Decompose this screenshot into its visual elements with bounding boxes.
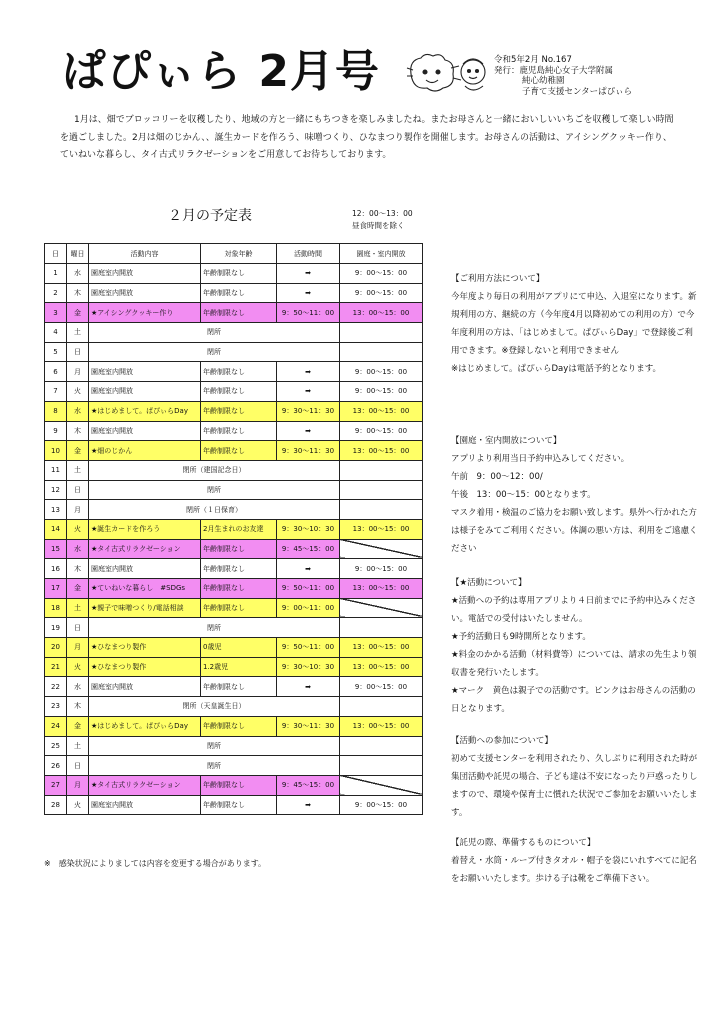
open-hours-cell	[340, 480, 423, 500]
open-hours-cell: 9：00～15：00	[340, 264, 423, 284]
open-hours-cell: 9：00～15：00	[340, 362, 423, 382]
open-hours-cell: 9：00～15：00	[340, 559, 423, 579]
header-target-age: 対象年齢	[201, 244, 277, 264]
day-cell: 20	[45, 638, 67, 658]
schedule-table	[44, 243, 423, 815]
schedule-row	[45, 421, 423, 441]
open-hours-cell: 9：00～15：00	[340, 382, 423, 402]
schedule-row	[45, 657, 423, 677]
weekday-cell: 日	[67, 756, 89, 776]
activity-time-cell: 9：50～11：00	[277, 579, 340, 599]
activity-cell: ★はじめまして。ぱぴぃらDay	[89, 716, 201, 736]
open-hours-cell: 9：00～15：00	[340, 283, 423, 303]
usage-body: 今年度より毎日の利用がアプリにて申込、入退室になります。新規利用の方、継続の方（今年度4月以降初めての利用の方）で今年度利用の方は、「はじめまして。ぱぴぃらDay」で登録後ご利用できます。※登録しないと利用できません ※はじめまして。ぱぴぃらDayは電話予約となります。	[451, 292, 697, 374]
schedule-row	[45, 697, 423, 717]
activity-time-cell: 9：30～11：30	[277, 401, 340, 421]
target-age-cell: 2月生まれのお友達	[201, 519, 277, 539]
open-body: アプリより利用当日予約申込みしてください。 午前 9：00～12：00/ 午後 13：00～15：00となります。 マスク着用・検温のご協力をお願い致します。県外へ行かれた方は様子をみてご利用ください。体調の悪い方は、利用をご遠慮ください	[451, 454, 698, 554]
target-age-cell: 0歳児	[201, 638, 277, 658]
participation-section	[451, 732, 701, 822]
schedule-row	[45, 441, 423, 461]
schedule-row	[45, 460, 423, 480]
lunch-time-note	[352, 208, 413, 232]
open-heading: 【園庭・室内開放について】	[451, 436, 562, 446]
open-hours-cell: 9：00～15：00	[340, 677, 423, 697]
activity-time-cell: ➡	[277, 283, 340, 303]
day-cell: 26	[45, 756, 67, 776]
activity-time-cell: ➡	[277, 264, 340, 284]
target-age-cell: 年齢制限なし	[201, 264, 277, 284]
weekday-cell: 土	[67, 460, 89, 480]
usage-section	[451, 270, 701, 378]
weekday-cell: 水	[67, 264, 89, 284]
activity-body: ★活動への予約は専用アプリより４日前までに予約申込みください。電話での受付はいたしません。 ★予約活動日も9時開所となります。 ★料金のかかる活動（材料費等）については、請求の先生より領収書を発行いたします。 ★マーク 黄色は親子での活動です。ピンクはお母さんの活動の日となります。	[451, 596, 697, 714]
header-open-hours: 園庭・室内開放	[340, 244, 423, 264]
activity-cell: ★ひなまつり製作	[89, 657, 201, 677]
open-hours-cell	[340, 697, 423, 717]
weekday-cell: 木	[67, 283, 89, 303]
weekday-cell: 火	[67, 657, 89, 677]
schedule-note: ※ 感染状況によりましては内容を変更する場合があります。	[44, 859, 267, 868]
activity-cell: 園庭室内開放	[89, 283, 201, 303]
weekday-cell: 金	[67, 579, 89, 599]
publisher-line-1: 発行：鹿児島純心女子大学附属	[494, 65, 614, 76]
activity-time-cell: 9：00～11：00	[277, 598, 340, 618]
schedule-row	[45, 559, 423, 579]
lunch-time: 12：00～13：00	[352, 209, 413, 218]
target-age-cell: 年齢制限なし	[201, 716, 277, 736]
activity-cell: 園庭室内開放	[89, 264, 201, 284]
day-cell: 8	[45, 401, 67, 421]
activity-time-cell: 9：50～11：00	[277, 638, 340, 658]
header-weekday: 曜日	[67, 244, 89, 264]
activity-cell: ★はじめまして。ぱぴぃらDay	[89, 401, 201, 421]
header-day: 日	[45, 244, 67, 264]
closed-cell: 閉所（天皇誕生日）	[89, 697, 340, 717]
weekday-cell: 月	[67, 775, 89, 795]
weekday-cell: 月	[67, 638, 89, 658]
day-cell: 17	[45, 579, 67, 599]
open-hours-cell: 13：00～15：00	[340, 716, 423, 736]
day-cell: 16	[45, 559, 67, 579]
issue-info	[494, 55, 632, 97]
schedule-row	[45, 362, 423, 382]
schedule-row	[45, 303, 423, 323]
schedule-row	[45, 618, 423, 638]
target-age-cell: 年齢制限なし	[201, 559, 277, 579]
open-hours-cell: 9：00～15：00	[340, 421, 423, 441]
open-hours-cell: 13：00～15：00	[340, 638, 423, 658]
activity-time-cell: 9：30～11：30	[277, 441, 340, 461]
day-cell: 27	[45, 775, 67, 795]
issue-number: 令和5年2月 No.167	[494, 55, 572, 65]
activity-cell: ★アイシングクッキー作り	[89, 303, 201, 323]
activity-time-cell: 9：45～15：00	[277, 539, 340, 559]
weekday-cell: 木	[67, 559, 89, 579]
closed-cell: 閉所	[89, 480, 340, 500]
activity-time-cell: 9：30～10：30	[277, 519, 340, 539]
day-cell: 18	[45, 598, 67, 618]
schedule-row	[45, 638, 423, 658]
activity-cell: 園庭室内開放	[89, 559, 201, 579]
weekday-cell: 木	[67, 697, 89, 717]
schedule-row	[45, 756, 423, 776]
weekday-cell: 土	[67, 736, 89, 756]
weekday-cell: 日	[67, 480, 89, 500]
weekday-cell: 木	[67, 421, 89, 441]
schedule-row	[45, 500, 423, 520]
target-age-cell: 年齢制限なし	[201, 362, 277, 382]
activity-section	[451, 574, 701, 718]
activity-cell: ★タイ古式リラクゼーション	[89, 775, 201, 795]
target-age-cell: 年齢制限なし	[201, 421, 277, 441]
weekday-cell: 日	[67, 618, 89, 638]
day-cell: 9	[45, 421, 67, 441]
participation-heading: 【活動への参加について】	[451, 736, 553, 746]
open-hours-cell: 13：00～15：00	[340, 657, 423, 677]
target-age-cell: 1.2歳児	[201, 657, 277, 677]
day-cell: 4	[45, 323, 67, 343]
childcare-heading: 【託児の際、準備するものについて】	[451, 838, 596, 848]
header-activity: 活動内容	[89, 244, 201, 264]
activity-cell: 園庭室内開放	[89, 382, 201, 402]
activity-cell: ★誕生カードを作ろう	[89, 519, 201, 539]
activity-time-cell: ➡	[277, 421, 340, 441]
activity-time-cell: ➡	[277, 382, 340, 402]
weekday-cell: 火	[67, 519, 89, 539]
schedule-row	[45, 775, 423, 795]
schedule-row	[45, 480, 423, 500]
schedule-row	[45, 579, 423, 599]
day-cell: 5	[45, 342, 67, 362]
schedule-body	[45, 264, 423, 815]
activity-cell: 園庭室内開放	[89, 795, 201, 815]
target-age-cell: 年齢制限なし	[201, 283, 277, 303]
open-hours-cell: 9：00～15：00	[340, 795, 423, 815]
day-cell: 23	[45, 697, 67, 717]
day-cell: 7	[45, 382, 67, 402]
open-hours-cell	[340, 775, 423, 795]
activity-time-cell: ➡	[277, 362, 340, 382]
activity-time-cell: ➡	[277, 677, 340, 697]
schedule-row	[45, 795, 423, 815]
open-hours-cell: 13：00～15：00	[340, 303, 423, 323]
activity-time-cell: 9：50～11：00	[277, 303, 340, 323]
schedule-row	[45, 264, 423, 284]
day-cell: 11	[45, 460, 67, 480]
open-hours-cell	[340, 756, 423, 776]
participation-body: 初めて支援センターを利用されたり、久しぶりに利用された時が集団活動や託児の場合、子ども達は不安になったり戸惑ったりしますので、環境や保育士に慣れた状況でご参加をお願いいたします。	[451, 754, 698, 818]
weekday-cell: 水	[67, 539, 89, 559]
closed-cell: 閉所	[89, 736, 340, 756]
open-hours-cell	[340, 460, 423, 480]
target-age-cell: 年齢制限なし	[201, 795, 277, 815]
day-cell: 22	[45, 677, 67, 697]
schedule-header-row	[45, 244, 423, 264]
closed-cell: 閉所	[89, 342, 340, 362]
intro-paragraph: 1月は、畑でブロッコリーを収穫したり、地域の方と一緒にもちつきを楽しみましたね。またお母さんと一緒においしいいちごを収穫して楽しい時間を過ごしました。2月は畑のじかん、、誕生カードを作ろう、味噌つくり、ひなまつり製作を開催します。お母さんの活動は、アイシングクッキー作り、ていねいな暮らし、タイ古式リラクゼーションをご用意してお待ちしております。	[60, 115, 674, 160]
weekday-cell: 土	[67, 598, 89, 618]
activity-time-cell: 9：30～11：30	[277, 716, 340, 736]
target-age-cell: 年齢制限なし	[201, 598, 277, 618]
day-cell: 14	[45, 519, 67, 539]
day-cell: 15	[45, 539, 67, 559]
childcare-body: 着替え・水筒・ループ付きタオル・帽子を袋にいれすべてに記名をお願いいたします。歩ける子は靴をご準備下さい。	[451, 856, 697, 884]
target-age-cell: 年齢制限なし	[201, 579, 277, 599]
day-cell: 6	[45, 362, 67, 382]
day-cell: 12	[45, 480, 67, 500]
day-cell: 25	[45, 736, 67, 756]
weekday-cell: 金	[67, 716, 89, 736]
schedule-row	[45, 539, 423, 559]
closed-cell: 閉所	[89, 756, 340, 776]
open-hours-cell: 13：00～15：00	[340, 401, 423, 421]
open-section	[451, 432, 701, 558]
activity-cell: ★親子で味噌つくり/電話相談	[89, 598, 201, 618]
usage-heading: 【ご利用方法について】	[451, 274, 545, 284]
open-hours-cell	[340, 500, 423, 520]
open-hours-cell	[340, 539, 423, 559]
publisher-line-3: 子育て支援センターぱぴぃら	[522, 86, 633, 97]
activity-time-cell: ➡	[277, 795, 340, 815]
target-age-cell: 年齢制限なし	[201, 539, 277, 559]
schedule-title: ２月の予定表	[168, 208, 252, 224]
day-cell: 13	[45, 500, 67, 520]
open-hours-cell	[340, 618, 423, 638]
day-cell: 24	[45, 716, 67, 736]
lunch-time-caption: 昼食時間を除く	[352, 221, 405, 230]
day-cell: 2	[45, 283, 67, 303]
target-age-cell: 年齢制限なし	[201, 441, 277, 461]
weekday-cell: 金	[67, 303, 89, 323]
weekday-cell: 金	[67, 441, 89, 461]
activity-cell: ★ていねいな暮らし #SDGs	[89, 579, 201, 599]
header-activity-time: 活動時間	[277, 244, 340, 264]
children-logo-icon	[405, 50, 493, 96]
childcare-section	[451, 834, 701, 888]
open-hours-cell	[340, 736, 423, 756]
open-hours-cell	[340, 342, 423, 362]
closed-cell: 閉所（１日保育）	[89, 500, 340, 520]
closed-cell: 閉所	[89, 323, 340, 343]
day-cell: 21	[45, 657, 67, 677]
day-cell: 1	[45, 264, 67, 284]
publisher-line-2: 純心幼稚園	[522, 76, 565, 86]
open-hours-cell	[340, 323, 423, 343]
schedule-row	[45, 283, 423, 303]
day-cell: 28	[45, 795, 67, 815]
weekday-cell: 水	[67, 401, 89, 421]
schedule-row	[45, 342, 423, 362]
weekday-cell: 水	[67, 677, 89, 697]
target-age-cell: 年齢制限なし	[201, 401, 277, 421]
schedule-row	[45, 716, 423, 736]
target-age-cell: 年齢制限なし	[201, 303, 277, 323]
open-hours-cell: 13：00～15：00	[340, 579, 423, 599]
schedule-row	[45, 401, 423, 421]
closed-cell: 閉所	[89, 618, 340, 638]
target-age-cell: 年齢制限なし	[201, 382, 277, 402]
schedule-row	[45, 519, 423, 539]
activity-time-cell: ➡	[277, 559, 340, 579]
day-cell: 10	[45, 441, 67, 461]
open-hours-cell: 13：00～15：00	[340, 519, 423, 539]
schedule-row	[45, 598, 423, 618]
target-age-cell: 年齢制限なし	[201, 775, 277, 795]
activity-cell: 園庭室内開放	[89, 677, 201, 697]
day-cell: 3	[45, 303, 67, 323]
open-hours-cell: 13：00～15：00	[340, 441, 423, 461]
weekday-cell: 月	[67, 362, 89, 382]
weekday-cell: 土	[67, 323, 89, 343]
closed-cell: 閉所（建国記念日）	[89, 460, 340, 480]
activity-cell: ★タイ古式リラクゼーション	[89, 539, 201, 559]
activity-cell: ★畑のじかん	[89, 441, 201, 461]
activity-heading: 【★活動について】	[451, 578, 527, 588]
activity-time-cell: 9：45～15：00	[277, 775, 340, 795]
day-cell: 19	[45, 618, 67, 638]
weekday-cell: 火	[67, 382, 89, 402]
schedule-row	[45, 677, 423, 697]
schedule-row	[45, 323, 423, 343]
target-age-cell: 年齢制限なし	[201, 677, 277, 697]
weekday-cell: 月	[67, 500, 89, 520]
activity-cell: 園庭室内開放	[89, 362, 201, 382]
newsletter-title: ぱぴぃら 2月号	[62, 46, 380, 97]
open-hours-cell	[340, 598, 423, 618]
activity-time-cell: 9：30～10：30	[277, 657, 340, 677]
activity-cell: 園庭室内開放	[89, 421, 201, 441]
activity-cell: ★ひなまつり製作	[89, 638, 201, 658]
weekday-cell: 火	[67, 795, 89, 815]
schedule-row	[45, 736, 423, 756]
schedule-row	[45, 382, 423, 402]
weekday-cell: 日	[67, 342, 89, 362]
